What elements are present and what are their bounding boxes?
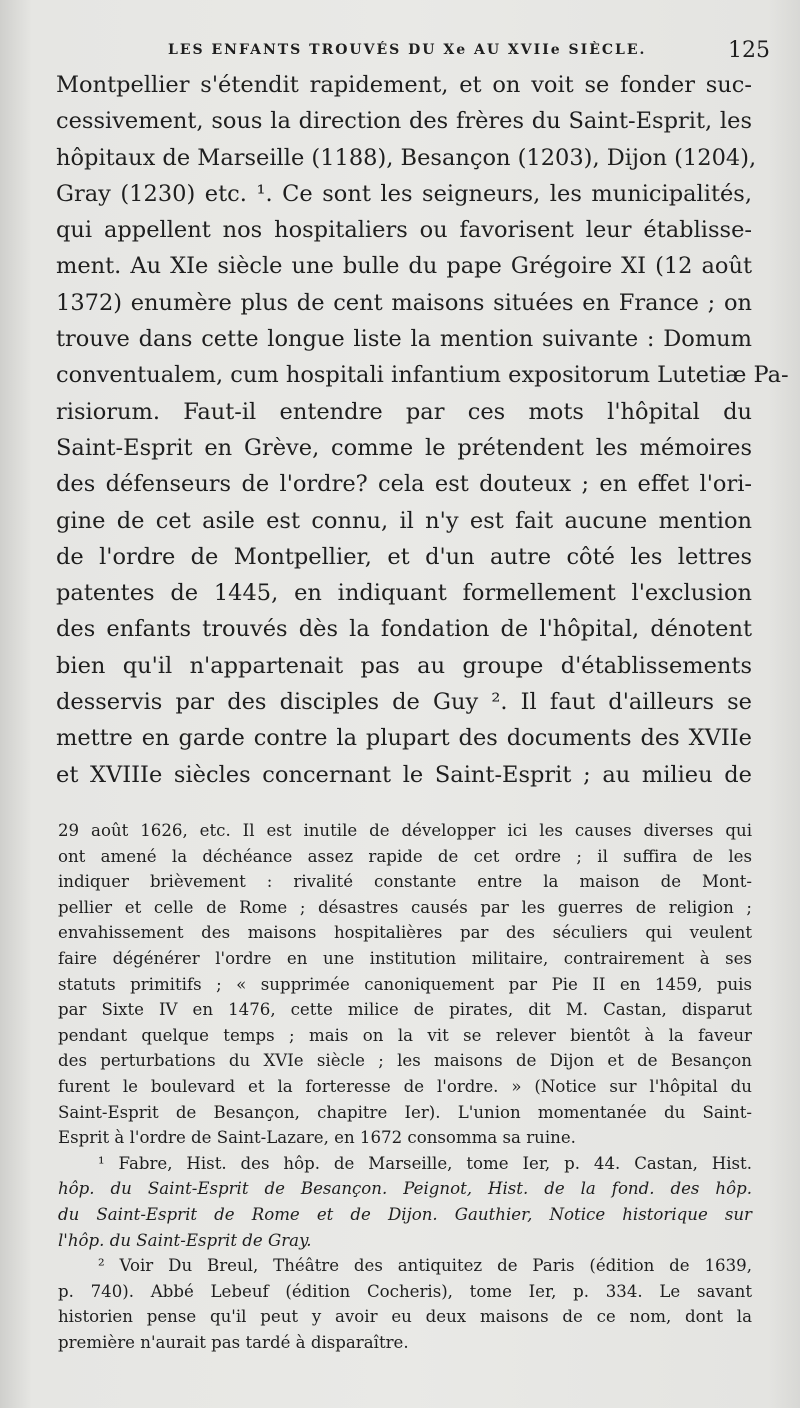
footnote-continuation: [58, 818, 752, 1151]
text-line: 1372) enumère plus de cent maisons situées en France ; on: [56, 289, 752, 316]
text-line: mettre en garde contre la plupart des documents des XVIIe: [56, 725, 752, 752]
text-line: Montpellier s'étendit rapidement, et on voit se fonder suc-: [56, 72, 752, 98]
footnote-line: 29 août 1626, etc. Il est inutile de développer ici les causes diverses qui: [58, 821, 752, 840]
footnote-line: Saint-Esprit de Besançon, chapitre Ier). L'union momentanée du Saint-: [58, 1102, 752, 1122]
footnote-line: pellier et celle de Rome ; désastres causés par les guerres de religion ;: [58, 897, 752, 917]
text-line: risiorum. Faut-il entendre par ces mots l'hôpital du: [56, 398, 752, 425]
text-line: trouve dans cette longue liste la mention suivante : Domum: [56, 326, 752, 353]
footnote-line: ² Voir Du Breul, Théâtre des antiquitez de Paris (édition de 1639,: [98, 1256, 752, 1276]
footnote-line: première n'aurait pas tardé à disparaître.: [58, 1332, 409, 1352]
footnote-line: furent le boulevard et la forteresse de l'ordre. » (Notice sur l'hôpital du: [58, 1076, 752, 1096]
footnote-line: ont amené la déchéance assez rapide de cet ordre ; il suffira de les: [58, 846, 752, 866]
running-title: LES ENFANTS TROUVÉS DU Xe AU XVIIe SIÈCLE.: [168, 42, 647, 58]
text-line: des enfants trouvés dès la fondation de l'hôpital, dénotent: [56, 616, 752, 643]
footnote-line: historien pense qu'il peut y avoir eu deux maisons de ce nom, dont la: [58, 1307, 752, 1327]
page-number: 125: [728, 38, 770, 63]
text-line: cessivement, sous la direction des frères du Saint-Esprit, les: [56, 108, 752, 135]
text-line: bien qu'il n'appartenait pas au groupe d'établissements: [56, 652, 752, 679]
footnote-line: par Sixte IV en 1476, cette milice de pirates, dit M. Castan, disparut: [58, 1000, 752, 1020]
text-line: hôpitaux de Marseille (1188), Besançon (1203), Dijon (1204),: [56, 144, 757, 171]
footnote-line: p. 740). Abbé Lebeuf (édition Cocheris), tome Ier, p. 334. Le savant: [58, 1281, 752, 1301]
text-line: des défenseurs de l'ordre? cela est douteux ; en effet l'ori-: [56, 471, 752, 498]
text-line: patentes de 1445, en indiquant formellement l'exclusion: [56, 580, 752, 607]
running-head: [56, 36, 770, 66]
text-line: Saint-Esprit en Grève, comme le prétendent les mémoires: [56, 434, 752, 461]
footnote-line: hôp. du Saint-Esprit de Besançon. Peignot, Hist. de la fond. des hôp.: [58, 1179, 752, 1199]
footnote-1: [58, 1151, 752, 1253]
text-line: desservis par des disciples de Guy ². Il faut d'ailleurs se: [56, 689, 752, 716]
text-line: ment. Au XIe siècle une bulle du pape Grégoire XI (12 août: [56, 253, 752, 280]
footnote-2: [58, 1253, 752, 1355]
text-line: qui appellent nos hospitaliers ou favorisent leur établisse-: [56, 217, 752, 244]
text-line: de l'ordre de Montpellier, et d'un autre côté les lettres: [56, 543, 752, 570]
footnote-line: indiquer brièvement : rivalité constante entre la maison de Mont-: [58, 872, 752, 892]
footnote-line: du Saint-Esprit de Rome et de Dijon. Gauthier, Notice historique sur: [58, 1204, 752, 1224]
footnotes: [58, 818, 752, 1355]
footnote-line: envahissement des maisons hospitalières par des séculiers qui veulent: [58, 923, 752, 943]
footnote-line: ¹ Fabre, Hist. des hôp. de Marseille, tome Ier, p. 44. Castan, Hist.: [98, 1153, 752, 1173]
footnote-line: Esprit à l'ordre de Saint-Lazare, en 1672 consomma sa ruine.: [58, 1128, 576, 1148]
footnote-line: des perturbations du XVIe siècle ; les maisons de Dijon et de Besançon: [58, 1051, 752, 1071]
text-line: Gray (1230) etc. ¹. Ce sont les seigneurs, les municipalités,: [56, 180, 752, 207]
main-text: [56, 67, 789, 793]
footnote-line: pendant quelque temps ; mais on la vit se relever bientôt à la faveur: [58, 1025, 752, 1045]
footnote-line: l'hôp. du Saint-Esprit de Gray.: [58, 1230, 312, 1250]
footnote-line: faire dégénérer l'ordre en une institution militaire, contrairement à ses: [58, 948, 752, 968]
text-line: conventualem, cum hospitali infantium expositorum Lutetiæ Pa-: [56, 362, 789, 389]
text-line: gine de cet asile est connu, il n'y est fait aucune mention: [56, 507, 752, 534]
text-line: et XVIIIe siècles concernant le Saint-Esprit ; au milieu de: [56, 761, 752, 788]
footnote-line: statuts primitifs ; « supprimée canoniquement par Pie II en 1459, puis: [58, 974, 752, 994]
